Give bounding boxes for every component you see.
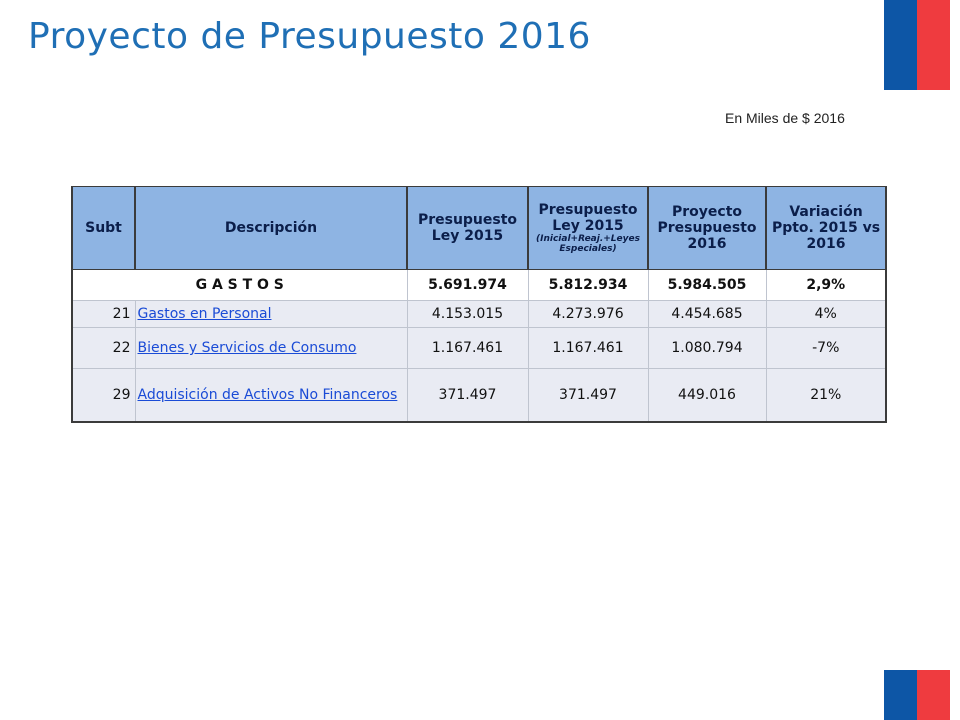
row-descripcion-cell	[135, 369, 407, 423]
red-stripe	[917, 0, 950, 90]
header-proyecto-2016: Proyecto Presupuesto 2016	[648, 187, 766, 270]
red-stripe	[917, 670, 950, 720]
table-row	[72, 369, 886, 423]
page-title: Proyecto de Presupuesto 2016	[28, 16, 591, 57]
row-proyecto-2016: 449.016	[648, 369, 766, 423]
row-ley-2015: 371.497	[407, 369, 528, 423]
unit-note: En Miles de $ 2016	[725, 110, 845, 126]
total-ley-2015-ajustado: 5.812.934	[528, 270, 648, 301]
row-variacion: 4%	[766, 301, 886, 328]
table-total-row	[72, 270, 886, 301]
chile-flag-stripes-bottom	[884, 670, 950, 720]
row-descripcion-link[interactable]: Bienes y Servicios de Consumo	[137, 340, 357, 356]
header-ley-2015: Presupuesto Ley 2015	[407, 187, 528, 270]
row-variacion: 21%	[766, 369, 886, 423]
header-descripcion: Descripción	[135, 187, 407, 270]
budget-table	[71, 186, 887, 423]
header-ley-2015-ajustado-note: (Inicial+Reaj.+Leyes Especiales)	[536, 234, 640, 254]
total-ley-2015: 5.691.974	[407, 270, 528, 301]
row-ley-2015-ajustado: 1.167.461	[528, 328, 648, 369]
row-ley-2015-ajustado: 371.497	[528, 369, 648, 423]
table-row	[72, 328, 886, 369]
total-variacion: 2,9%	[766, 270, 886, 301]
chile-flag-stripes-top	[884, 0, 950, 90]
header-ley-2015-ajustado	[528, 187, 648, 270]
table-header-row	[72, 187, 886, 270]
row-ley-2015-ajustado: 4.273.976	[528, 301, 648, 328]
row-subt: 21	[72, 301, 135, 328]
header-ley-2015-ajustado-label: Presupuesto Ley 2015	[538, 202, 638, 234]
row-subt: 29	[72, 369, 135, 423]
row-subt: 22	[72, 328, 135, 369]
table-row	[72, 301, 886, 328]
row-ley-2015: 1.167.461	[407, 328, 528, 369]
row-descripcion-cell	[135, 301, 407, 328]
row-proyecto-2016: 1.080.794	[648, 328, 766, 369]
header-subt: Subt	[72, 187, 135, 270]
row-descripcion-link[interactable]: Gastos en Personal	[137, 306, 272, 322]
row-variacion: -7%	[766, 328, 886, 369]
total-proyecto-2016: 5.984.505	[648, 270, 766, 301]
total-label: G A S T O S	[72, 270, 407, 301]
blue-stripe	[884, 670, 917, 720]
header-variacion: Variación Ppto. 2015 vs 2016	[766, 187, 886, 270]
row-descripcion-cell	[135, 328, 407, 369]
blue-stripe	[884, 0, 917, 90]
row-proyecto-2016: 4.454.685	[648, 301, 766, 328]
row-descripcion-link[interactable]: Adquisición de Activos No Financeros	[137, 387, 398, 403]
row-ley-2015: 4.153.015	[407, 301, 528, 328]
